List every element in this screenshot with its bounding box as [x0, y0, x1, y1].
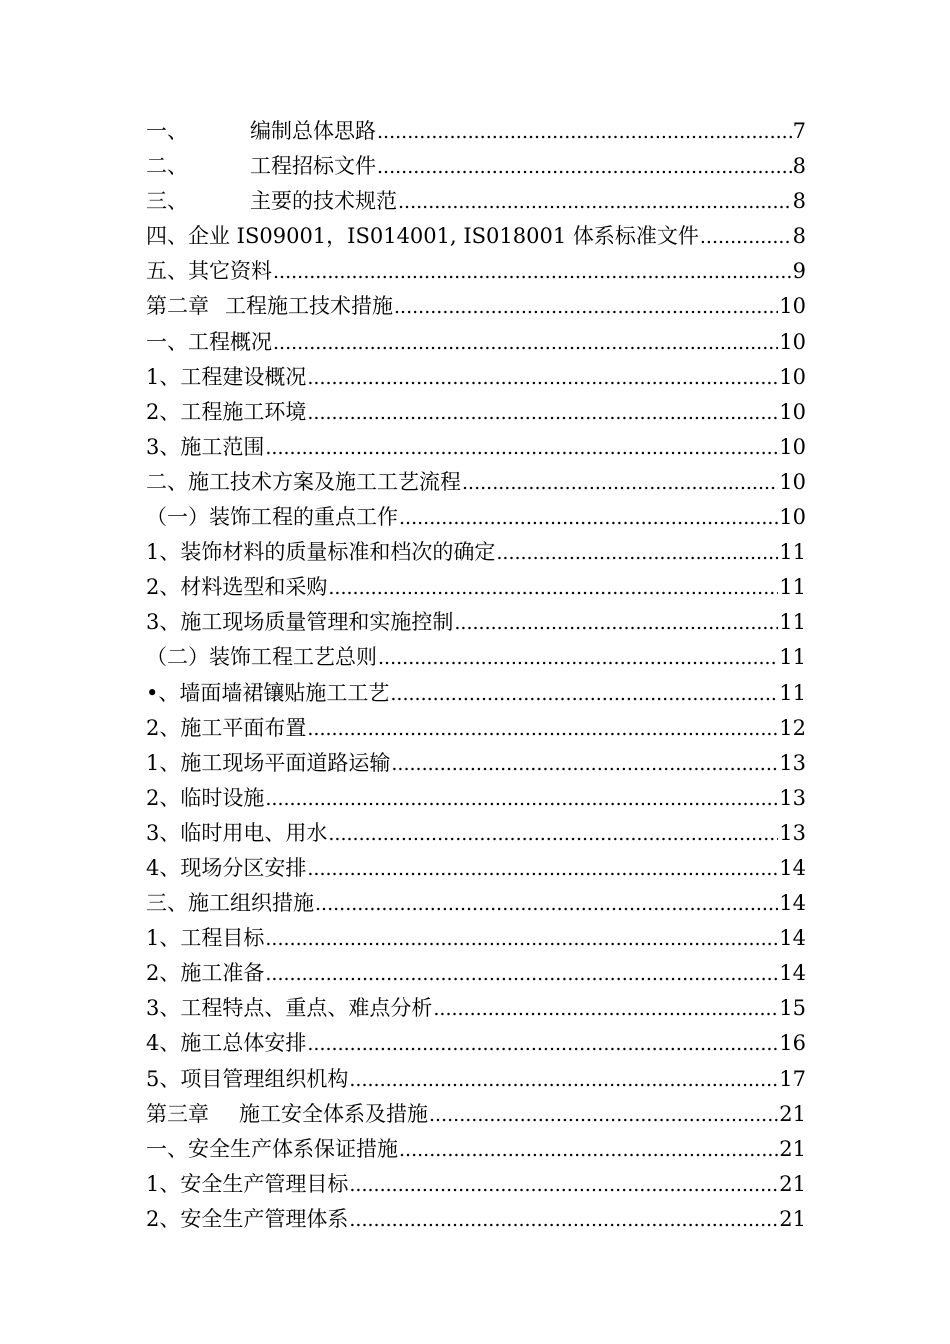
toc-entry-title [146, 1062, 348, 1097]
toc-entry-page-number: 14 [779, 961, 806, 986]
toc-entry-title [146, 1167, 348, 1202]
toc-entry-title [146, 184, 397, 219]
toc-entry-text: 2、工程施工环境 [146, 399, 307, 424]
toc-entry-title [146, 430, 264, 465]
toc-entry-title [146, 886, 314, 921]
toc-entry-text: 施工安全体系及措施 [239, 1101, 428, 1126]
toc-entry-title [146, 360, 306, 395]
toc-entry-page-number: 8 [792, 224, 806, 249]
dot-leader [394, 290, 778, 325]
toc-entry-text: 3、施工范围 [146, 434, 265, 459]
toc-entry-page-number: 11 [779, 645, 806, 670]
dot-leader [496, 536, 778, 571]
toc-entry-title [146, 781, 264, 816]
toc-entry-page-number: 10 [779, 329, 806, 354]
toc-entry-text: 1、装饰材料的质量标准和档次的确定 [146, 540, 496, 565]
toc-entry[interactable] [146, 325, 806, 360]
toc-entry[interactable] [146, 1167, 806, 1202]
toc-entry[interactable] [146, 184, 806, 219]
toc-entry-page-number: 15 [779, 996, 806, 1021]
dot-leader [390, 677, 778, 712]
toc-entry-text: 2、材料选型和采购 [146, 575, 328, 600]
toc-entry-text: 4、现场分区安排 [146, 855, 307, 880]
toc-entry[interactable] [146, 886, 806, 921]
toc-entry-page-number: 8 [792, 189, 806, 214]
toc-entry-title [146, 711, 306, 746]
toc-entry-page-number: 10 [779, 399, 806, 424]
toc-entry-page-number: 11 [779, 575, 806, 600]
toc-entry[interactable] [146, 430, 806, 465]
toc-entry-text: 5、项目管理组织机构 [146, 1066, 349, 1091]
dot-leader [429, 1098, 778, 1133]
dot-leader [462, 466, 778, 501]
toc-entry-page-number: 21 [779, 1136, 806, 1161]
toc-entry-text: 二、施工技术方案及施工工艺流程 [146, 469, 461, 494]
toc-entry-title [146, 640, 377, 675]
toc-entry-page-number: 12 [779, 715, 806, 740]
dot-leader [328, 817, 778, 852]
toc-entry-text: 2、安全生产管理体系 [146, 1206, 349, 1231]
toc-entry-title [146, 851, 306, 886]
dot-leader [273, 255, 792, 290]
toc-entry-prefix: 二、 [146, 154, 188, 179]
toc-entry-page-number: 9 [792, 259, 806, 284]
toc-entry-text: （一）装饰工程的重点工作 [146, 505, 398, 530]
dot-leader [265, 922, 778, 957]
toc-entry-title [146, 1132, 398, 1167]
toc-entry-text: 3、临时用电、用水 [146, 820, 328, 845]
dot-leader [377, 150, 792, 185]
dot-leader [307, 852, 778, 887]
toc-entry[interactable] [146, 1026, 806, 1061]
toc-entry-title [146, 465, 461, 500]
dot-leader [391, 747, 778, 782]
toc-entry-title [146, 500, 398, 535]
toc-entry-page-number: 14 [779, 926, 806, 951]
toc-entry-page-number: 10 [779, 364, 806, 389]
toc-entry-text: （二）装饰工程工艺总则 [146, 645, 377, 670]
toc-entry-text: 工程施工技术措施 [225, 294, 393, 319]
toc-entry-title [146, 605, 453, 640]
toc-entry[interactable] [146, 1097, 806, 1132]
toc-entry[interactable] [146, 289, 806, 324]
toc-entry-page-number: 21 [779, 1101, 806, 1126]
toc-entry-page-number: 21 [779, 1206, 806, 1231]
toc-entry[interactable] [146, 676, 806, 711]
toc-entry[interactable] [146, 851, 806, 886]
toc-entry-text: 3、施工现场质量管理和实施控制 [146, 610, 454, 635]
toc-entry[interactable] [146, 746, 806, 781]
dot-leader [315, 887, 778, 922]
dot-leader [700, 220, 792, 255]
dot-leader [265, 782, 778, 817]
table-of-contents [146, 114, 806, 1237]
toc-entry-page-number: 10 [779, 505, 806, 530]
toc-entry-text: 五、其它资料 [146, 259, 272, 284]
toc-entry-title [146, 956, 264, 991]
toc-entry-text: 3、工程特点、重点、难点分析 [146, 996, 433, 1021]
toc-entry-page-number: 11 [779, 610, 806, 635]
toc-entry-text: •、墙面墙裙镶贴施工工艺 [146, 680, 390, 705]
toc-entry[interactable] [146, 149, 806, 184]
dot-leader [273, 326, 778, 361]
toc-entry-title [146, 254, 272, 289]
dot-leader [307, 1027, 778, 1062]
toc-entry[interactable] [146, 219, 806, 254]
dot-leader [349, 1168, 778, 1203]
toc-entry[interactable] [146, 1132, 806, 1167]
toc-entry-title [146, 114, 376, 149]
toc-entry-title [146, 1097, 428, 1132]
toc-entry-text: 四、企业 IS09001，IS014001, IS018001 体系标准文件 [146, 224, 699, 249]
toc-entry-text: 一、工程概况 [146, 329, 272, 354]
toc-entry[interactable] [146, 254, 806, 289]
toc-entry[interactable] [146, 956, 806, 991]
toc-entry-title [146, 991, 432, 1026]
toc-entry-page-number: 14 [779, 891, 806, 916]
dot-leader [307, 396, 778, 431]
toc-entry-title [146, 921, 264, 956]
toc-entry-page-number: 10 [779, 469, 806, 494]
toc-entry-page-number: 17 [779, 1066, 806, 1091]
dot-leader [398, 185, 792, 220]
dot-leader [399, 1133, 778, 1168]
dot-leader [349, 1203, 778, 1238]
toc-entry[interactable] [146, 921, 806, 956]
toc-entry-page-number: 13 [779, 785, 806, 810]
toc-entry-page-number: 11 [779, 680, 806, 705]
dot-leader [307, 712, 778, 747]
toc-entry-prefix: 一、 [146, 119, 188, 143]
toc-entry[interactable] [146, 1202, 806, 1237]
dot-leader [454, 606, 778, 641]
toc-entry[interactable] [146, 605, 806, 640]
toc-entry-text: 2、施工平面布置 [146, 715, 307, 740]
toc-entry[interactable] [146, 991, 806, 1026]
toc-entry[interactable] [146, 1062, 806, 1097]
toc-entry-text: 1、安全生产管理目标 [146, 1171, 349, 1196]
toc-entry-page-number: 7 [792, 119, 806, 143]
toc-entry[interactable] [146, 711, 806, 746]
toc-entry-text: 1、工程建设概况 [146, 364, 307, 389]
toc-entry[interactable] [146, 535, 806, 570]
toc-entry-page-number: 13 [779, 820, 806, 845]
toc-entry-title [146, 1202, 348, 1237]
toc-entry-text: 2、临时设施 [146, 785, 265, 810]
toc-entry[interactable] [146, 570, 806, 605]
toc-entry-page-number: 21 [779, 1171, 806, 1196]
toc-entry[interactable] [146, 640, 806, 675]
dot-leader [377, 115, 792, 150]
toc-entry[interactable] [146, 114, 806, 149]
dot-leader [349, 1063, 778, 1098]
toc-entry-title [146, 746, 390, 781]
toc-entry[interactable] [146, 465, 806, 500]
toc-entry-title [146, 325, 272, 360]
dot-leader [433, 992, 778, 1027]
dot-leader [399, 501, 778, 536]
toc-entry-page-number: 13 [779, 750, 806, 775]
toc-entry-title [146, 535, 495, 570]
toc-entry-title [146, 570, 327, 605]
toc-entry-title [146, 1026, 306, 1061]
toc-entry-text: 编制总体思路 [250, 119, 376, 143]
toc-entry[interactable] [146, 816, 806, 851]
dot-leader [265, 431, 778, 466]
toc-entry-text: 三、施工组织措施 [146, 891, 314, 916]
toc-entry-title [146, 395, 306, 430]
toc-entry-text: 2、施工准备 [146, 961, 265, 986]
toc-entry[interactable] [146, 500, 806, 535]
toc-entry-page-number: 8 [792, 154, 806, 179]
toc-entry-text: 1、施工现场平面道路运输 [146, 750, 391, 775]
toc-entry-title [146, 816, 327, 851]
toc-entry-page-number: 10 [779, 294, 806, 319]
toc-entry-title [146, 219, 699, 254]
toc-entry-page-number: 10 [779, 434, 806, 459]
toc-entry-title [146, 149, 376, 184]
toc-entry-title [146, 676, 389, 711]
toc-entry[interactable] [146, 781, 806, 816]
dot-leader [328, 571, 778, 606]
toc-entry-prefix: 第二章 [146, 294, 209, 319]
toc-entry-page-number: 16 [779, 1031, 806, 1056]
toc-entry-page-number: 14 [779, 855, 806, 880]
toc-entry-title [146, 289, 393, 324]
toc-entry-text: 1、工程目标 [146, 926, 265, 951]
toc-entry-prefix: 第三章 [146, 1101, 209, 1126]
toc-entry-text: 工程招标文件 [250, 154, 376, 179]
toc-entry-page-number: 11 [779, 540, 806, 565]
toc-entry-text: 一、安全生产体系保证措施 [146, 1136, 398, 1161]
toc-entry[interactable] [146, 360, 806, 395]
dot-leader [307, 361, 778, 396]
toc-entry[interactable] [146, 395, 806, 430]
toc-entry-prefix: 三、 [146, 189, 188, 214]
dot-leader [265, 957, 778, 992]
toc-entry-text: 主要的技术规范 [250, 189, 397, 214]
toc-entry-text: 4、施工总体安排 [146, 1031, 307, 1056]
dot-leader [378, 641, 778, 676]
